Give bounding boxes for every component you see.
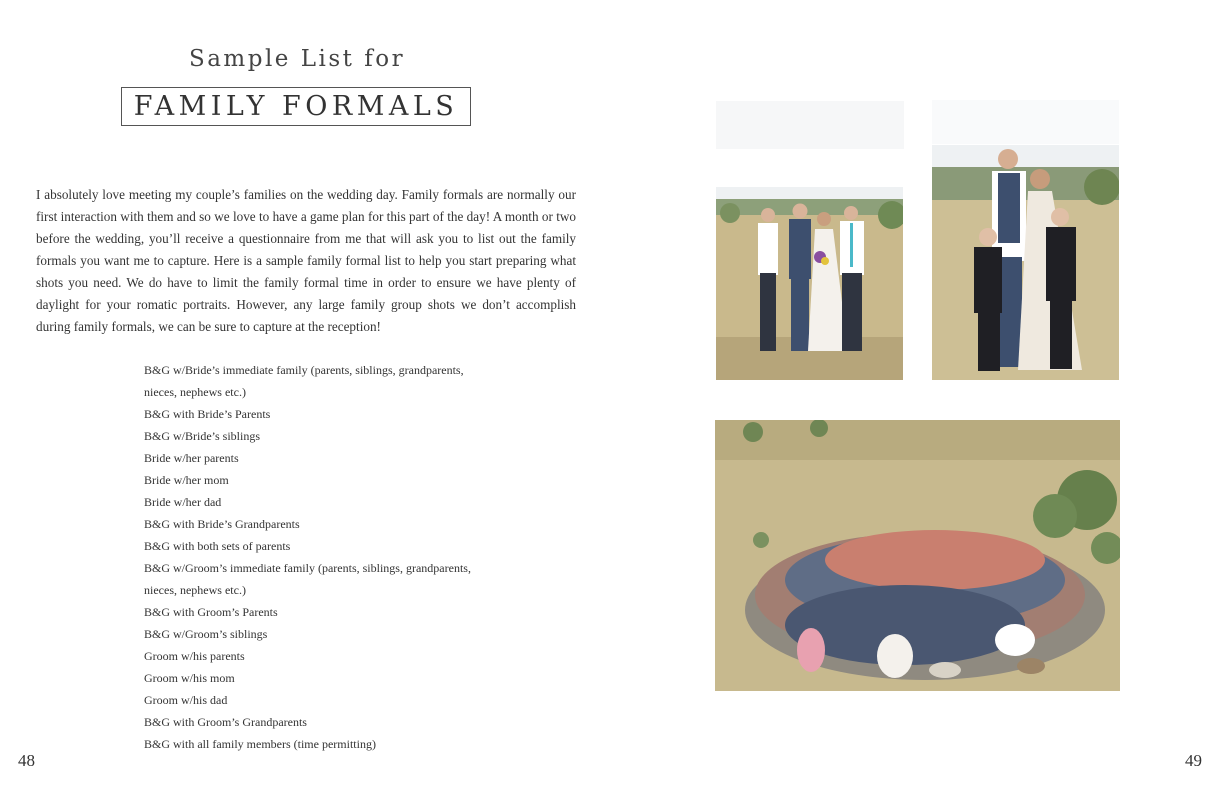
heading-title-box [121,87,471,126]
intro-paragraph: I absolutely love meeting my couple’s families on the wedding day. Family formals are normally our first interaction with them and so we love to have a game plan for this part of the day! A month or two before the wedding, you’ll receive a questionnaire from me that will ask you to list out the family formals you want me to capture. Here is a sample family formal list to help you start preparing what shots you need. We do have to limit the family formal time in order to ensure we have plenty of daylight for your romatic portraits. However, any large family group shots we don’t accomplish during family formals, we can be sure to capture at the reception! [36,187,576,335]
list-item: B&G with Bride’s Grandparents [144,517,300,531]
photo-haze-top-right [932,100,1119,144]
list-item: B&G with Groom’s Grandparents [144,715,307,729]
list-item: B&G with all family members (time permitting) [144,737,376,751]
large-family-group-photo [715,420,1120,691]
list-item: B&G w/Bride’s immediate family (parents, siblings, grandparents, [144,363,464,377]
list-item: Groom w/his mom [144,671,235,685]
list-item: B&G with Groom’s Parents [144,605,278,619]
page-title: FAMILY FORMALS [133,91,459,122]
list-item: nieces, nephews etc.) [144,583,246,597]
page-number-right: 49 [1185,751,1202,770]
list-item: B&G w/Groom’s siblings [144,627,268,641]
list-item: Groom w/his dad [144,693,228,707]
list-item: B&G w/Bride’s siblings [144,429,261,443]
list-item: Bride w/her parents [144,451,239,465]
list-item: B&G w/Groom’s immediate family (parents, siblings, grandparents, [144,561,471,575]
groomsmen-with-couple-photo [716,187,903,380]
family-formals-list [144,359,494,755]
right-page [612,0,1224,792]
list-item: Bride w/her dad [144,495,222,509]
couple-with-ring-bearers-photo [932,145,1119,380]
page-number-left: 48 [18,751,35,770]
list-item: B&G with both sets of parents [144,539,291,553]
list-item: Bride w/her mom [144,473,229,487]
heading-pre-title: Sample List for [188,46,406,72]
list-item: B&G with Bride’s Parents [144,407,271,421]
list-item: nieces, nephews etc.) [144,385,246,399]
photo-haze-top-left [716,101,904,149]
list-item: Groom w/his parents [144,649,245,663]
